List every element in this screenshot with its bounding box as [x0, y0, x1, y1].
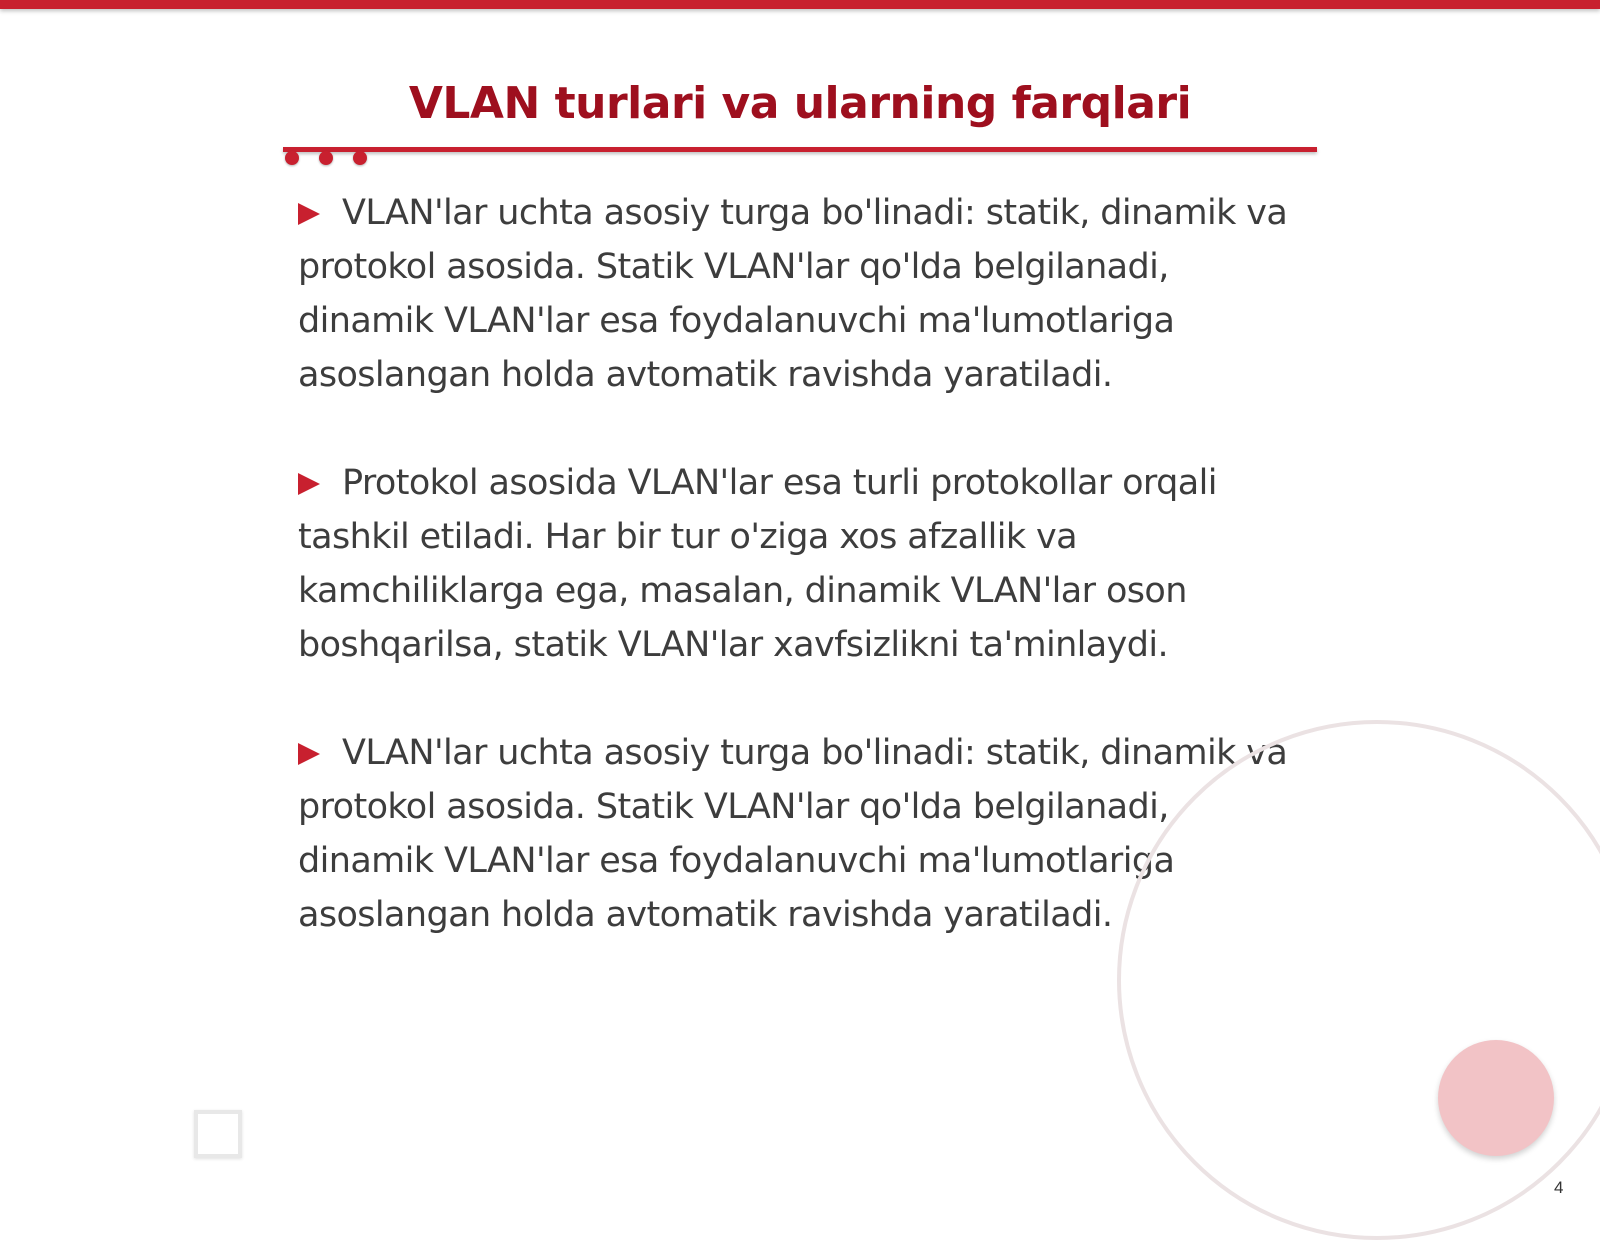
bullet-item-1	[298, 186, 1308, 402]
decor-dot-3	[353, 151, 367, 165]
decor-ring	[1117, 720, 1600, 1240]
decor-dot-2	[319, 151, 333, 165]
bullet-text-3: VLAN'lar uchta asosiy turga bo'linadi: statik, dinamik va protokol asosida. Statik VLAN'lar qo'lda belgilanadi, dinamik VLAN'lar esa foydalanuvchi ma'lumotlariga asoslangan holda avtomatik ravishda yaratiladi.	[298, 733, 1288, 935]
bullet-item-2	[298, 456, 1308, 672]
decor-square	[194, 1110, 242, 1158]
title-underline	[283, 147, 1317, 152]
bullet-text-1: VLAN'lar uchta asosiy turga bo'linadi: statik, dinamik va protokol asosida. Statik VLAN'lar qo'lda belgilanadi, dinamik VLAN'lar esa foydalanuvchi ma'lumotlariga asoslangan holda avtomatik ravishda yaratiladi.	[298, 193, 1288, 395]
triangle-right-icon	[298, 203, 320, 225]
triangle-right-icon	[298, 473, 320, 495]
decor-dot-1	[285, 151, 299, 165]
slide-title: VLAN turlari va ularning farqlari	[408, 78, 1192, 129]
bullet-text-2: Protokol asosida VLAN'lar esa turli protokollar orqali tashkil etiladi. Har bir tur o'ziga xos afzallik va kamchiliklarga ega, masalan, dinamik VLAN'lar oson boshqarilsa, statik VLAN'lar xavfsizlikni ta'minlaydi.	[298, 463, 1217, 665]
triangle-right-icon	[298, 743, 320, 765]
decor-disc	[1438, 1040, 1554, 1156]
page-number: 4	[1554, 1178, 1564, 1197]
top-accent-bar	[0, 0, 1600, 9]
